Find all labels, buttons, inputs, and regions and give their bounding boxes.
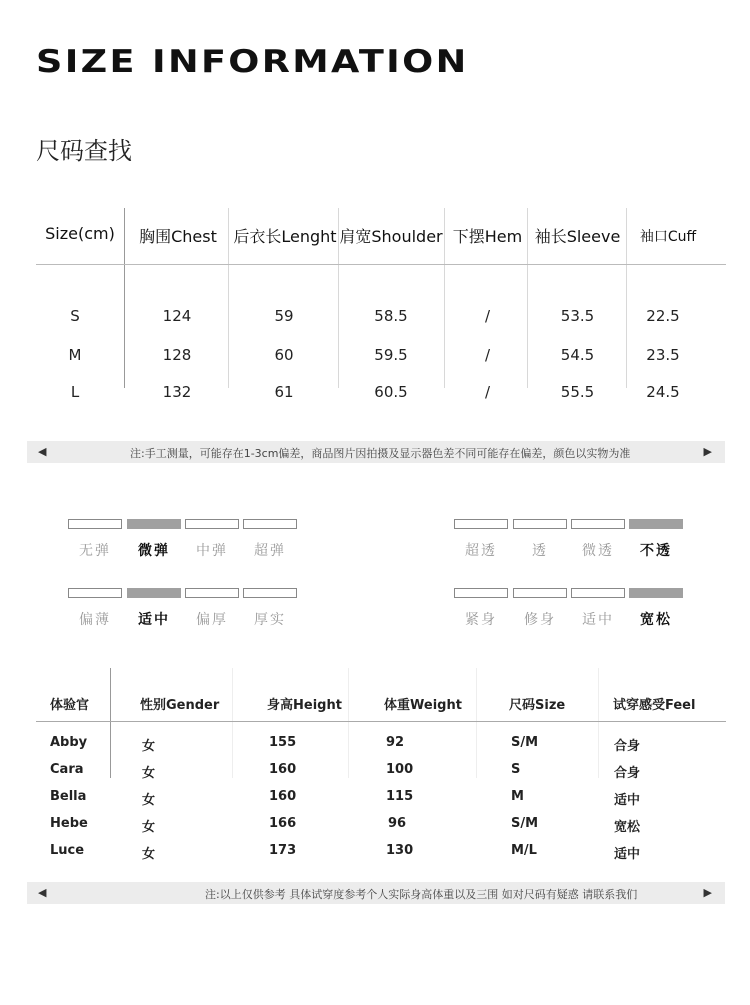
table-cell: S/M [511,735,539,750]
table-cell: 23.5 [646,346,680,364]
table-cell: Abby [50,735,88,750]
scale-label: 透 [532,543,548,559]
table-cell: 适中 [614,793,641,808]
scale-segment-selected [629,588,683,598]
scale-segment-selected [127,519,181,529]
size-column-header: 尺码Size [509,698,566,713]
table-cell: 166 [269,816,297,831]
column-divider [598,668,599,778]
table-cell: L [70,383,80,401]
table-cell: 55.5 [560,383,595,401]
shoulder-column-header: 肩宽Shoulder [339,227,443,246]
table-cell: 173 [269,843,297,858]
size-column-header: Size(cm) [45,224,115,243]
table-cell: 宽松 [614,820,641,835]
scale-label: 紧身 [465,612,497,628]
table-cell: Bella [50,789,87,804]
scale-label: 超透 [465,543,497,559]
table-cell: 合身 [614,766,641,781]
table-cell: 合身 [614,739,641,754]
fit-note: 注:以上仅供参考 具体试穿度参考个人实际身高体重以及三围 如对尺码有疑惑 请联系我们 [205,888,638,901]
table-cell: 女 [142,847,156,862]
scale-segment [571,519,625,529]
scale-label: 偏薄 [79,612,111,628]
section-subtitle: 尺码查找 [36,137,132,165]
column-divider [626,208,627,388]
column-divider [444,208,445,388]
page-title: SIZE INFORMATION [36,44,469,80]
scale-segment [571,588,625,598]
table-cell: S [511,762,521,777]
model-table [36,668,726,878]
column-divider [124,208,125,388]
weight-column-header: 体重Weight [384,698,462,713]
scale-segment [243,519,297,529]
scale-label-selected: 不透 [640,543,672,559]
scale-label: 中弹 [196,543,228,559]
table-cell: 115 [386,789,414,804]
table-cell: 160 [269,789,297,804]
column-divider [232,668,233,778]
table-cell: 100 [386,762,414,777]
table-cell: 54.5 [560,346,595,364]
scale-label: 厚实 [254,612,286,628]
table-cell: / [484,383,491,401]
gender-column-header: 性别Gender [140,698,220,713]
scale-label: 偏厚 [196,612,228,628]
table-cell: 女 [142,820,156,835]
scale-segment [243,588,297,598]
table-cell: Hebe [50,816,88,831]
scale-segment [454,588,508,598]
scale-label: 无弹 [79,543,111,559]
note-bar [27,882,725,904]
scale-label-selected: 适中 [138,612,170,628]
table-cell: 适中 [614,847,641,862]
table-cell: 女 [142,739,156,754]
measurement-note: 注:手工测量，可能存在1-3cm偏差，商品图片因拍摄及显示器色差不同可能存在偏差，颜色以实物为准 [130,447,631,460]
scale-label: 修身 [524,612,556,628]
cuff-column-header: 袖口Cuff [639,229,697,245]
length-column-header: 后衣长Lenght [233,227,337,246]
scale-label-selected: 宽松 [640,612,672,628]
hem-column-header: 下摆Hem [452,227,523,246]
size-table [36,208,726,408]
column-divider [476,668,477,778]
table-cell: 92 [386,735,405,750]
table-cell: 155 [269,735,297,750]
table-cell: 96 [388,816,407,831]
column-divider [348,668,349,778]
table-cell: 130 [386,843,414,858]
sleeve-column-header: 袖长Sleeve [534,227,621,246]
scale-segment [68,519,122,529]
column-divider [110,668,111,778]
header-divider [36,721,726,722]
scale-segment [513,588,567,598]
height-column-header: 身高Height [267,698,342,713]
table-cell: 53.5 [560,307,595,325]
table-cell: 女 [142,793,156,808]
table-cell: / [484,346,491,364]
table-cell: M [511,789,524,804]
scale-segment [185,588,239,598]
table-cell: / [484,307,491,325]
table-cell: 60.5 [374,383,408,401]
table-cell: 59 [274,307,294,325]
feel-column-header: 试穿感受Feel [613,698,696,713]
table-cell: 22.5 [646,307,680,325]
table-cell: 128 [162,346,192,364]
table-cell: 24.5 [646,383,680,401]
scale-segment [454,519,508,529]
table-cell: 59.5 [374,346,408,364]
scroll-left-icon[interactable]: ◀ [38,886,47,899]
scroll-right-icon[interactable]: ▶ [703,886,712,899]
scale-segment [185,519,239,529]
scale-segment-selected [127,588,181,598]
tester-column-header: 体验官 [50,698,90,713]
scroll-left-icon[interactable]: ◀ [38,445,47,458]
header-divider [36,264,726,265]
table-cell: 女 [142,766,156,781]
table-cell: 60 [274,346,294,364]
scale-label: 超弹 [254,543,286,559]
scroll-right-icon[interactable]: ▶ [703,445,712,458]
table-cell: S [70,307,80,325]
table-cell: S/M [511,816,539,831]
scale-segment-selected [629,519,683,529]
table-cell: 58.5 [374,307,408,325]
scale-label: 适中 [582,612,614,628]
table-cell: M [68,346,82,364]
note-bar [27,441,725,463]
table-cell: Luce [50,843,85,858]
scale-segment [513,519,567,529]
table-cell: M/L [511,843,537,858]
table-cell: 61 [274,383,294,401]
chest-column-header: 胸围Chest [139,227,217,246]
table-cell: Cara [50,762,84,777]
scale-label: 微透 [582,543,614,559]
table-cell: 160 [269,762,297,777]
scale-label-selected: 微弹 [138,543,170,559]
scale-segment [68,588,122,598]
table-cell: 132 [162,383,192,401]
table-cell: 124 [162,307,192,325]
